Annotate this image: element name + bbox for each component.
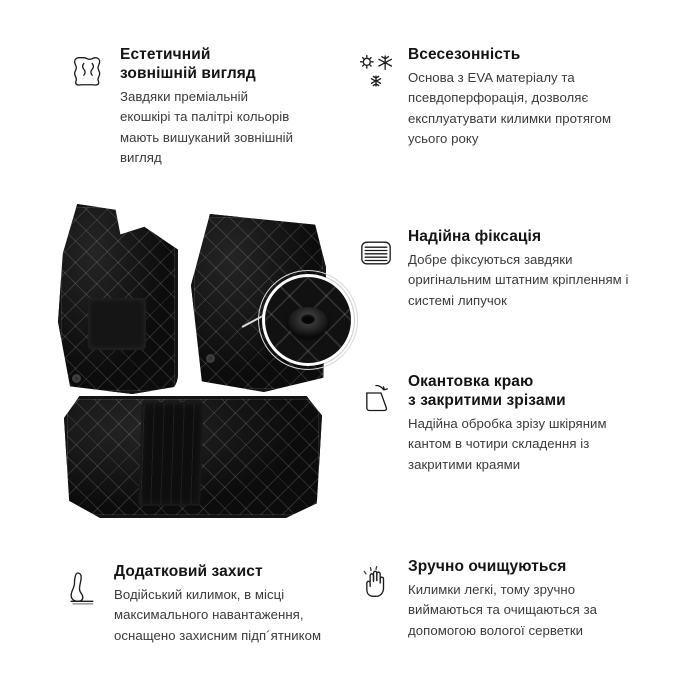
washing-hands-icon: [356, 562, 396, 604]
feature-title-line2: з закритими зрізами: [408, 391, 566, 409]
feature-text: [408, 228, 636, 311]
feature-fixation: [356, 228, 636, 311]
heel-pad: [88, 298, 146, 350]
feature-edging: [356, 373, 638, 475]
feature-aesthetic: [68, 46, 300, 169]
feature-title: Зручно очищуються: [408, 558, 567, 575]
mat-grip-icon: [356, 232, 396, 274]
feature-description: Добре фіксуються завдяки оригінальним штатним кріпленням і системі липучок: [408, 251, 629, 308]
feature-description: Надійна обробка зрізу шкіряним кантом в чотири складення із закритими краями: [408, 415, 607, 472]
leather-hide-icon: [68, 50, 108, 92]
feature-title: Всесезонність: [408, 46, 521, 63]
feature-title: Додатковий захист: [114, 563, 263, 580]
product-image: [36, 196, 348, 536]
feature-text: [114, 563, 354, 646]
feature-description: Килимки легкі, тому зручно виймаються та очищаються за допомогою вологої серветки: [408, 581, 598, 638]
feature-title-line1: Окантовка краю: [408, 373, 534, 390]
feature-description: Водійський килимок, в місці максимального навантаження, оснащено захисним підп´ятником: [114, 586, 322, 643]
feature-text: [408, 558, 638, 641]
feature-text: [120, 46, 300, 169]
foot-heel-pad-icon: [62, 567, 102, 609]
folded-edge-icon: [356, 377, 396, 419]
tunnel-stripes: [140, 404, 201, 504]
feature-description: Основа з EVA матеріалу та псевдоперфорація, дозволяє експлуатувати килимки протягом усього року: [408, 69, 612, 147]
feature-title: [408, 373, 638, 411]
fastener-clip: [206, 354, 215, 363]
rear-tunnel-cover: [138, 402, 204, 506]
feature-extra-protection: [62, 563, 354, 646]
feature-title-line2: зовнішній вигляд: [120, 64, 256, 82]
snowflake-sun-icon: [356, 50, 396, 92]
feature-title: Надійна фіксація: [408, 228, 542, 245]
feature-title: [120, 46, 300, 84]
feature-title-line1: Естетичний: [120, 46, 211, 63]
feature-all-season: [356, 46, 636, 150]
feature-description: Завдяки преміальній екошкірі та палітрі кольорів мають вишуканий зовнішній вигляд: [120, 88, 294, 166]
feature-easy-cleaning: [356, 558, 638, 641]
feature-text: [408, 46, 636, 150]
fastener-closeup-bubble: [262, 274, 354, 366]
feature-text: [408, 373, 638, 475]
fastener-clip: [72, 374, 81, 383]
fastener-icon: [288, 307, 328, 337]
